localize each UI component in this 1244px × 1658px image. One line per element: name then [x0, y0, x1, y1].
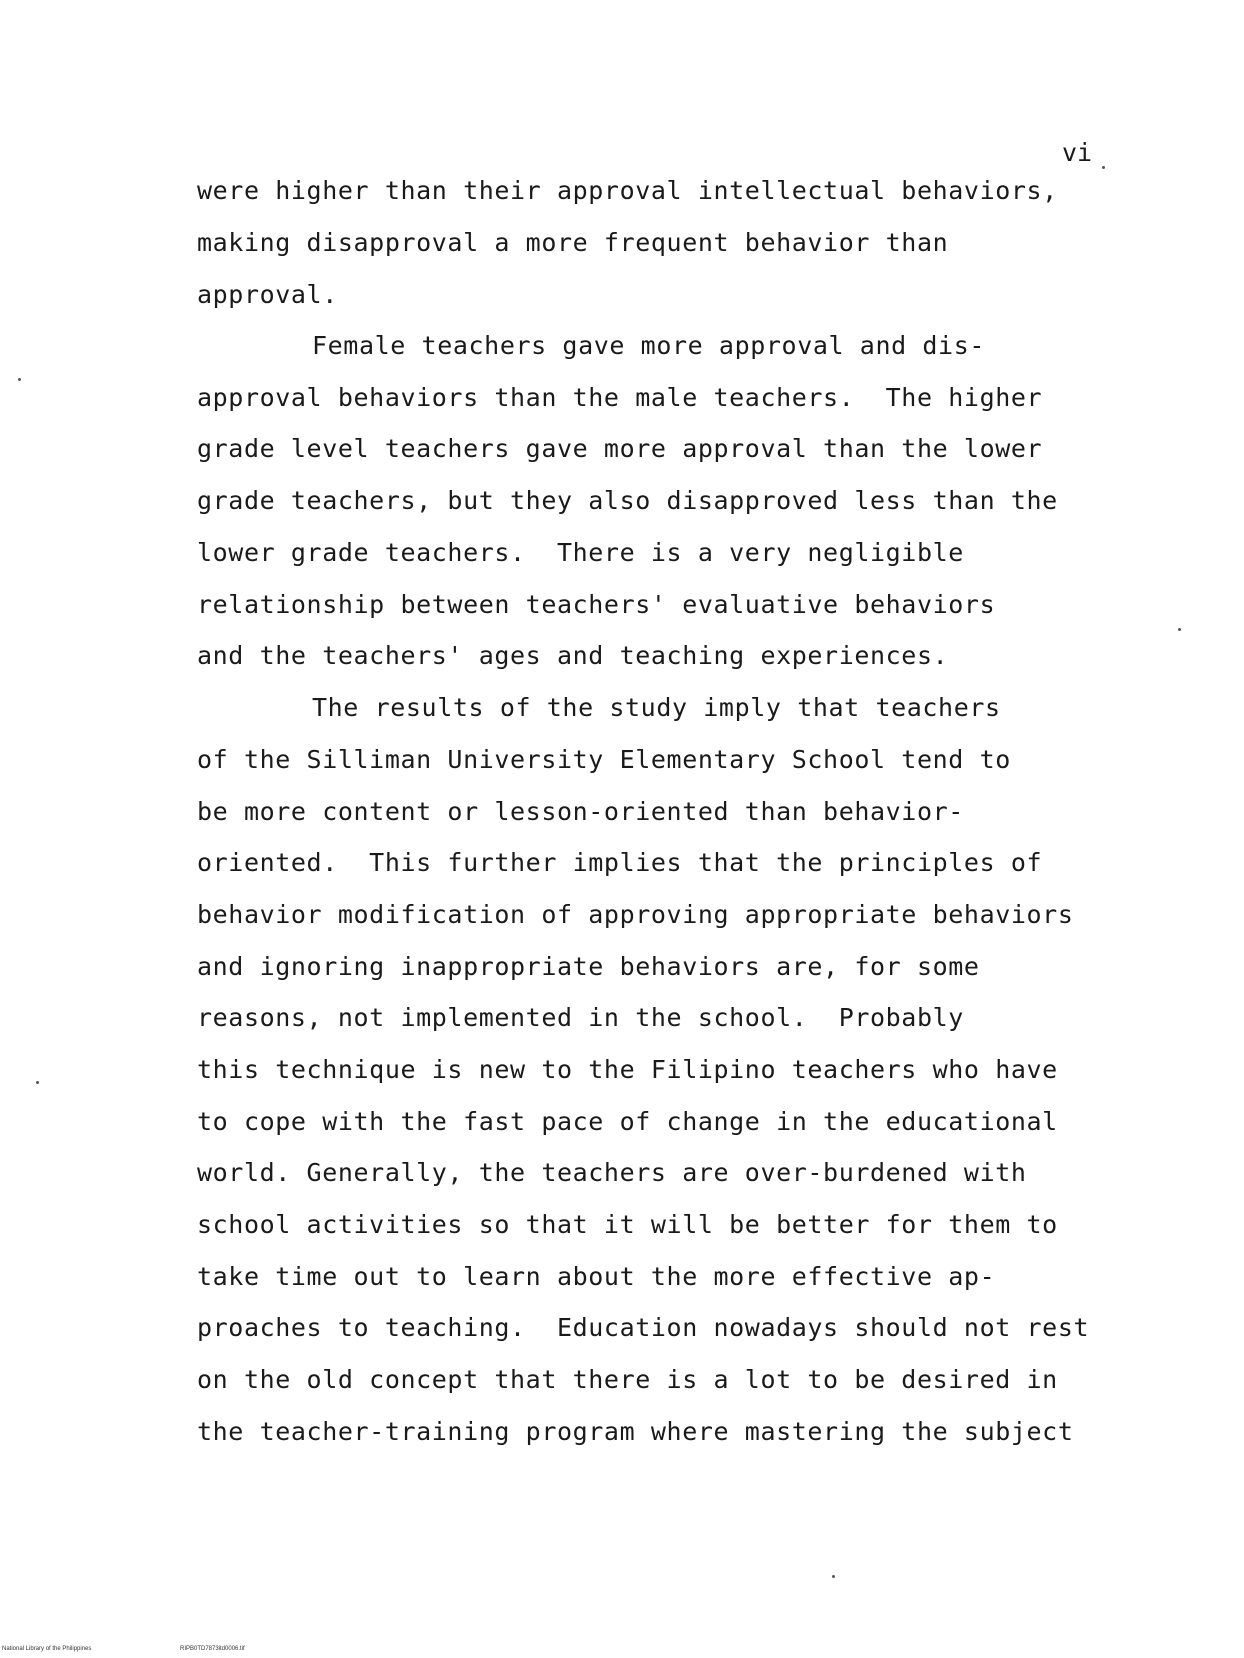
scan-speck: [832, 1575, 835, 1578]
scan-speck: [18, 378, 21, 381]
text-line: oriented. This further implies that the principles of: [197, 848, 1043, 877]
text-line: making disapproval a more frequent behavior than: [197, 228, 949, 257]
paragraph-start-line: Female teachers gave more approval and dis-: [312, 331, 986, 360]
paragraph-start-line: The results of the study imply that teachers: [312, 693, 1001, 722]
text-line: lower grade teachers. There is a very negligible: [197, 538, 964, 567]
text-line: grade level teachers gave more approval than the lower: [197, 434, 1043, 463]
page-number: vi: [1062, 138, 1093, 167]
text-line: reasons, not implemented in the school. Probably: [197, 1003, 964, 1032]
text-line: behavior modification of approving appropriate behaviors: [197, 900, 1074, 929]
text-line: school activities so that it will be better for them to: [197, 1210, 1058, 1239]
scan-speck: [36, 1081, 39, 1084]
text-line: be more content or lesson-oriented than behavior-: [197, 797, 964, 826]
text-line: this technique is new to the Filipino teachers who have: [197, 1055, 1058, 1084]
text-line: to cope with the fast pace of change in the educational: [197, 1107, 1058, 1136]
scan-speck: [1178, 628, 1181, 631]
scan-speck: [1102, 166, 1105, 169]
text-line: on the old concept that there is a lot to be desired in: [197, 1365, 1058, 1394]
text-line: were higher than their approval intellectual behaviors,: [197, 176, 1058, 205]
text-line: take time out to learn about the more effective ap-: [197, 1262, 996, 1291]
text-line: of the Silliman University Elementary School tend to: [197, 745, 1011, 774]
text-line: approval.: [197, 280, 338, 309]
text-line: and ignoring inappropriate behaviors are, for some: [197, 952, 980, 981]
text-line: world. Generally, the teachers are over-burdened with: [197, 1158, 1027, 1187]
text-line: grade teachers, but they also disapproved less than the: [197, 486, 1058, 515]
text-line: relationship between teachers' evaluative behaviors: [197, 590, 996, 619]
footer-file-id: RIPB0TD7873itd0006.tif: [180, 1646, 245, 1652]
text-line: the teacher-training program where mastering the subject: [197, 1417, 1074, 1446]
text-line: approval behaviors than the male teachers. The higher: [197, 383, 1043, 412]
footer-library-credit: National Library of the Philippines: [2, 1646, 92, 1652]
text-line: proaches to teaching. Education nowadays should not rest: [197, 1313, 1090, 1342]
text-line: and the teachers' ages and teaching experiences.: [197, 641, 949, 670]
